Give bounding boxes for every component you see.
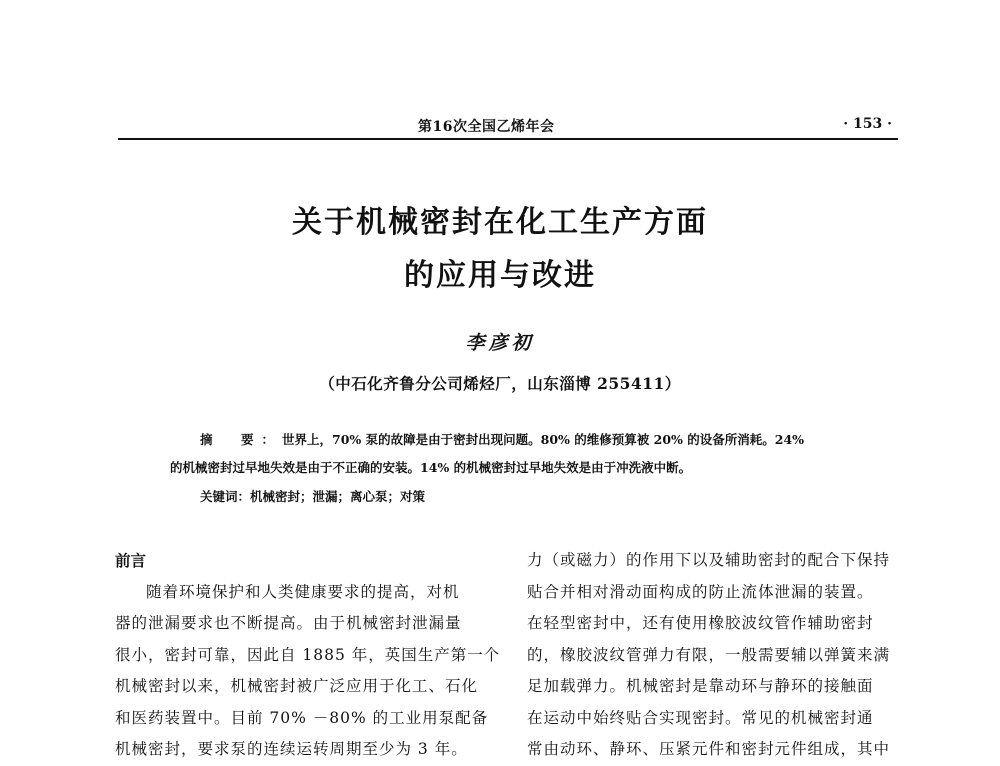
abstract-text-2: 的机械密封过早地失效是由于不正确的安装。14% 的机械密封过早地失效是由于冲洗液中断。 (170, 460, 692, 475)
body-column-left (115, 545, 501, 766)
paper-title-line-1: 关于机械密封在化工生产方面 (292, 205, 708, 240)
abstract-line-1 (200, 430, 870, 450)
body-line: 机械密封以来，机械密封被广泛应用于化工、石化 (115, 677, 479, 695)
abstract-label: 摘 要： (200, 432, 283, 447)
body-line: 足加载弹力。机械密封是靠动环与静环的接触面 (527, 677, 874, 695)
keywords-text: 机械密封；泄漏；离心泵；对策 (250, 489, 426, 504)
body-line: 机械密封，要求泵的连续运转周期至少为 3 年。 (115, 740, 468, 758)
body-line: 和医药装置中。目前 70% －80% 的工业用泵配备 (115, 708, 489, 727)
abstract-text-1: 世界上，70% 泵的故障是由于密封出现问题。80% 的维修预算被 20% 的设备所消耗。24% (282, 432, 805, 447)
page-number: · 153 · (843, 116, 892, 132)
body-line: 在运动中始终贴合实现密封。常见的机械密封通 (527, 708, 874, 727)
body-line: 贴合并相对滑动面构成的防止流体泄漏的装置。 (527, 582, 874, 601)
body-line: 在轻型密封中，还有使用橡胶波纹管作辅助密封 (527, 614, 874, 632)
abstract-line-2 (170, 458, 870, 478)
body-line: 器的泄漏要求也不断提高。由于机械密封泄漏量 (115, 614, 462, 632)
paper-title-line-2: 的应用与改进 (404, 258, 596, 293)
body-line: 很小，密封可靠，因此自 1885 年，英国生产第一个 (115, 645, 501, 664)
running-header (118, 112, 898, 140)
keywords-label: 关键词： (200, 489, 251, 504)
body-column-right (527, 545, 907, 766)
body-line: 的，橡胶波纹管弹力有限，一般需要辅以弹簧来满 (527, 645, 891, 664)
conference-name: 第16次全国乙烯年会 (418, 119, 555, 135)
keywords (200, 487, 870, 505)
author-name: 李彦初 (465, 332, 535, 354)
author-affiliation: （中石化齐鲁分公司烯烃厂，山东淄博 255411） (319, 374, 681, 393)
body-line: 力（或磁力）的作用下以及辅助密封的配合下保持 (527, 551, 891, 569)
section-heading-preface: 前言 (115, 551, 147, 570)
body-line: 随着环境保护和人类健康要求的提高，对机 (146, 582, 460, 601)
body-line: 常由动环、静环、压紧元件和密封元件组成，其中 (527, 740, 891, 758)
